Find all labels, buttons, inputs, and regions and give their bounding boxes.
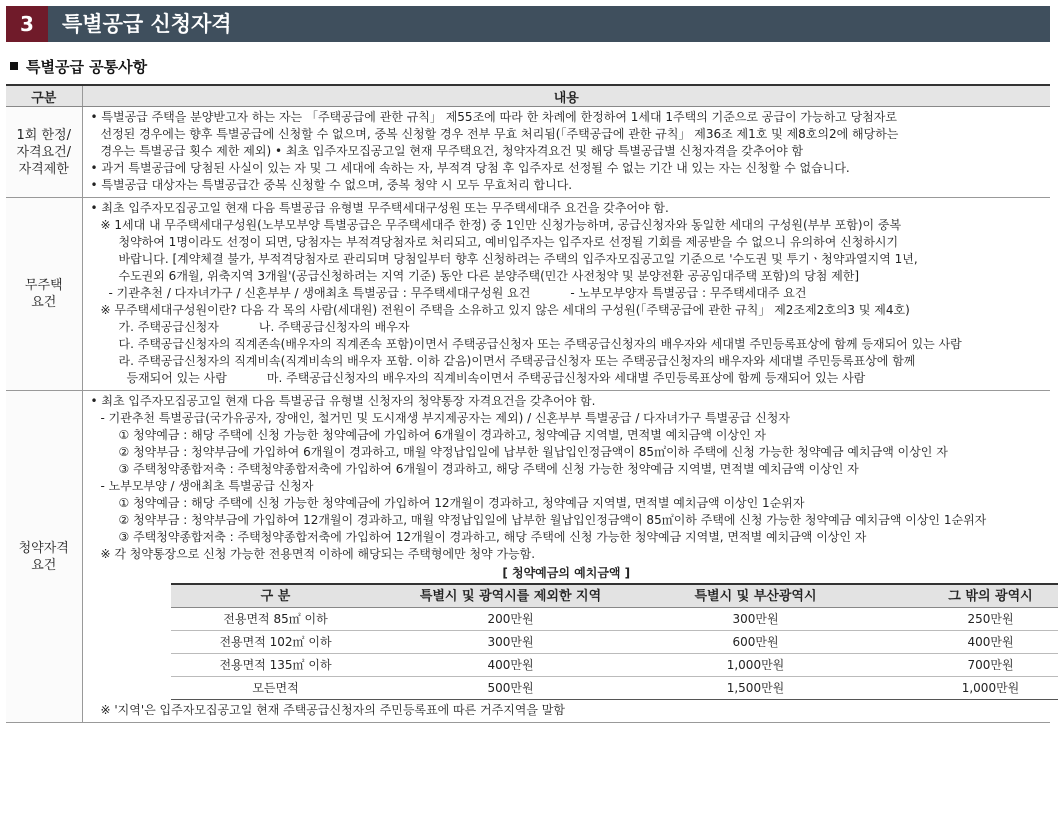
section-header: [6, 6, 1050, 42]
content-line: ③ 주택청약종합저축 : 주택청약종합저축에 가입하여 12개월이 경과하고, 해당 주택에 신청 가능한 청약예금 지역별, 면적별 예치금액 이상인 자: [118, 530, 867, 544]
content-line: • 최초 입주자모집공고일 현재 다음 특별공급 유형별 신청자의 청약통장 자격요건을 갖추어야 함.: [90, 394, 596, 408]
subheading: [10, 55, 147, 79]
deposit-header: 그 밖의 광역시: [871, 584, 1058, 608]
table-header-row: [6, 85, 1050, 107]
eligibility-table: [6, 84, 1050, 723]
deposit-table: [171, 583, 1058, 700]
deposit-cell: 300만원: [641, 608, 871, 631]
header-content: 내용: [82, 85, 1050, 107]
deposit-cell: 700만원: [871, 654, 1058, 677]
deposit-cell: 600만원: [641, 631, 871, 654]
deposit-row: [171, 631, 1058, 654]
list-item: 가. 주택공급신청자: [118, 320, 219, 334]
deposit-cell: 300만원: [381, 631, 641, 654]
table-row-no-house: [6, 198, 1050, 391]
content-line: ② 청약부금 : 청약부금에 가입하여 6개월이 경과하고, 매월 약정납입일에 납부한 월납입인정금액이 85㎡이하 주택에 신청 가능한 청약예금 예치금액 이상인 자: [118, 445, 948, 459]
content-line: ※ 1세대 내 무주택세대구성원(노부모부양 특별공급은 무주택세대주 한정) 중 1인만 신청가능하며, 공급신청자와 동일한 세대의 구성원(부부 포함)이 중복: [100, 218, 902, 232]
deposit-cell: 모든면적: [171, 677, 381, 700]
deposit-caption: [ 청약예금의 예치금액 ]: [502, 566, 631, 580]
row-label-line: 무주택: [24, 278, 63, 293]
deposit-row: [171, 608, 1058, 631]
content-line: ※ 무주택세대구성원이란? 다음 각 목의 사람(세대원) 전원이 주택을 소유하고 있지 않은 세대의 구성원(「주택공급에 관한 규칙」 제2조제2호의3 및 제4호): [100, 303, 910, 317]
content-line: 선정된 경우에는 향후 특별공급에 신청할 수 없으며, 중복 신청할 경우 전부 무효 처리됨(「주택공급에 관한 규칙」 제36조 제1호 및 제8호의2에 해당하는: [100, 127, 899, 141]
content-line: • 최초 입주자모집공고일 현재 다음 특별공급 유형별 무주택세대구성원 또는 무주택세대주 요건을 갖추어야 함.: [90, 201, 669, 215]
row-content-one-time: [82, 107, 1050, 198]
deposit-cell: 전용면적 135㎡ 이하: [171, 654, 381, 677]
section-title: 특별공급 신청자격: [62, 12, 232, 36]
dash-item: - 노부모부양자 특별공급 : 무주택세대주 요건: [570, 286, 807, 300]
row-label-line: 요건: [31, 557, 57, 573]
row-label-line: 요건: [31, 295, 57, 310]
dash-item: - 기관추천 / 다자녀가구 / 신혼부부 / 생애최초 특별공급 : 무주택세대구성원 요건: [108, 286, 531, 300]
deposit-row: [171, 654, 1058, 677]
square-bullet-icon: [10, 62, 18, 70]
content-line: 청약하여 1명이라도 선정이 되면, 당첨자는 부적격당첨자로 처리되고, 예비입주자는 입주자로 선정될 기회를 제공받을 수 없으니 유의하여 신청하시기: [118, 235, 899, 249]
content-line: ※ 각 청약통장으로 신청 가능한 전용면적 이하에 해당되는 주택형에만 청약 가능함.: [100, 547, 536, 561]
content-line: • 과거 특별공급에 당첨된 사실이 있는 자 및 그 세대에 속하는 자, 부적격 당첨 후 입주자로 선정될 수 없는 기간 내 있는 자는 신청할 수 없습니다.: [90, 161, 850, 175]
subheading-text: 특별공급 공통사항: [26, 58, 148, 76]
row-label-line: 자격제한: [18, 161, 69, 177]
list-item: 마. 주택공급신청자의 배우자의 직계비속이면서 주택공급신청자와 세대별 주민등록표상에 함께 등재되어 있는 사람: [266, 371, 866, 385]
deposit-header-row: [171, 584, 1058, 608]
row-label-one-time: [6, 107, 82, 198]
content-line: ② 청약부금 : 청약부금에 가입하여 12개월이 경과하고, 매월 약정납입일에 납부한 월납입인정금액이 85㎡이하 주택에 신청 가능한 청약예금 예치금액 이상인 1순위자: [118, 513, 987, 527]
content-line: 수도권외 6개월, 위축지역 3개월'(공급신청하려는 지역 기준) 동안 다른 분양주택(민간 사전청약 및 분양전환 공공임대주택 포함)의 당첨 제한]: [118, 269, 860, 283]
content-line: 경우는 특별공급 횟수 제한 제외) • 최초 입주자모집공고일 현재 무주택요건, 청약자격요건 및 해당 특별공급별 신청자격을 갖추어야 함: [100, 144, 804, 158]
section-number: 3: [6, 6, 48, 42]
row-label-line: 자격요건/: [16, 144, 72, 160]
content-line: - 노부모부양 / 생애최초 특별공급 신청자: [100, 479, 314, 493]
header-category: 구분: [6, 85, 82, 107]
content-line: 다. 주택공급신청자의 직계존속(배우자의 직계존속 포함)이면서 주택공급신청자 또는 주택공급신청자의 배우자와 세대별 주민등록표상에 함께 등재되어 있는 사람: [118, 337, 962, 351]
deposit-cell: 1,000만원: [641, 654, 871, 677]
row-content-no-house: [82, 198, 1050, 391]
deposit-header: 특별시 및 부산광역시: [641, 584, 871, 608]
content-line: [91, 319, 1043, 336]
content-line: ① 청약예금 : 해당 주택에 신청 가능한 청약예금에 가입하여 12개월이 경과하고, 청약예금 지역별, 면적별 예치금액 이상인 1순위자: [118, 496, 805, 510]
deposit-cell: 1,500만원: [641, 677, 871, 700]
row-label-subscription: [6, 391, 82, 723]
deposit-cell: 400만원: [871, 631, 1058, 654]
table-row-subscription: [6, 391, 1050, 723]
content-line: 바랍니다. [계약체결 불가, 부적격당첨자로 관리되며 당첨일부터 향후 신청하려는 주택의 입주자모집공고일 기준으로 '수도권 및 투기ㆍ청약과열지역 1년,: [118, 252, 918, 266]
deposit-note: ※ '지역'은 입주자모집공고일 현재 주택공급신청자의 주민등록표에 따른 거주지역을 말함: [100, 703, 565, 717]
deposit-cell: 400만원: [381, 654, 641, 677]
content-line: • 특별공급 대상자는 특별공급간 중복 신청할 수 없으며, 중복 청약 시 모두 무효처리 합니다.: [90, 178, 573, 192]
deposit-cell: 전용면적 85㎡ 이하: [171, 608, 381, 631]
content-line: [91, 370, 1043, 387]
deposit-row: [171, 677, 1058, 700]
content-line: • 특별공급 주택을 분양받고자 하는 자는 「주택공급에 관한 규칙」 제55조에 따라 한 차례에 한정하여 1세대 1주택의 기준으로 공급이 가능하고 당첨자로: [90, 110, 897, 124]
content-line: ③ 주택청약종합저축 : 주택청약종합저축에 가입하여 6개월이 경과하고, 해당 주택에 신청 가능한 청약예금 지역별, 면적별 예치금액 이상인 자: [118, 462, 859, 476]
row-label-line: 1회 한정/: [16, 127, 71, 143]
deposit-cell: 1,000만원: [871, 677, 1058, 700]
content-line: ① 청약예금 : 해당 주택에 신청 가능한 청약예금에 가입하여 6개월이 경과하고, 청약예금 지역별, 면적별 예치금액 이상인 자: [118, 428, 767, 442]
list-item: 등재되어 있는 사람: [126, 371, 227, 385]
deposit-cell: 200만원: [381, 608, 641, 631]
content-line: 라. 주택공급신청자의 직계비속(직계비속의 배우자 포함. 이하 같음)이면서 주택공급신청자 또는 주택공급신청자의 배우자와 세대별 주민등록표상에 함께: [118, 354, 916, 368]
content-line: - 기관추천 특별공급(국가유공자, 장애인, 철거민 및 도시재생 부지제공자는 제외) / 신혼부부 특별공급 / 다자녀가구 특별공급 신청자: [100, 411, 790, 425]
list-item: 나. 주택공급신청자의 배우자: [258, 320, 410, 334]
deposit-cell: 전용면적 102㎡ 이하: [171, 631, 381, 654]
deposit-header: 특별시 및 광역시를 제외한 지역: [381, 584, 641, 608]
deposit-cell: 500만원: [381, 677, 641, 700]
table-row-one-time-limit: [6, 107, 1050, 198]
deposit-header: 구 분: [171, 584, 381, 608]
content-line: [91, 285, 1043, 302]
deposit-cell: 250만원: [871, 608, 1058, 631]
row-label-line: 청약자격: [18, 540, 69, 556]
row-content-subscription: [82, 391, 1050, 723]
row-label-no-house: [6, 198, 82, 391]
